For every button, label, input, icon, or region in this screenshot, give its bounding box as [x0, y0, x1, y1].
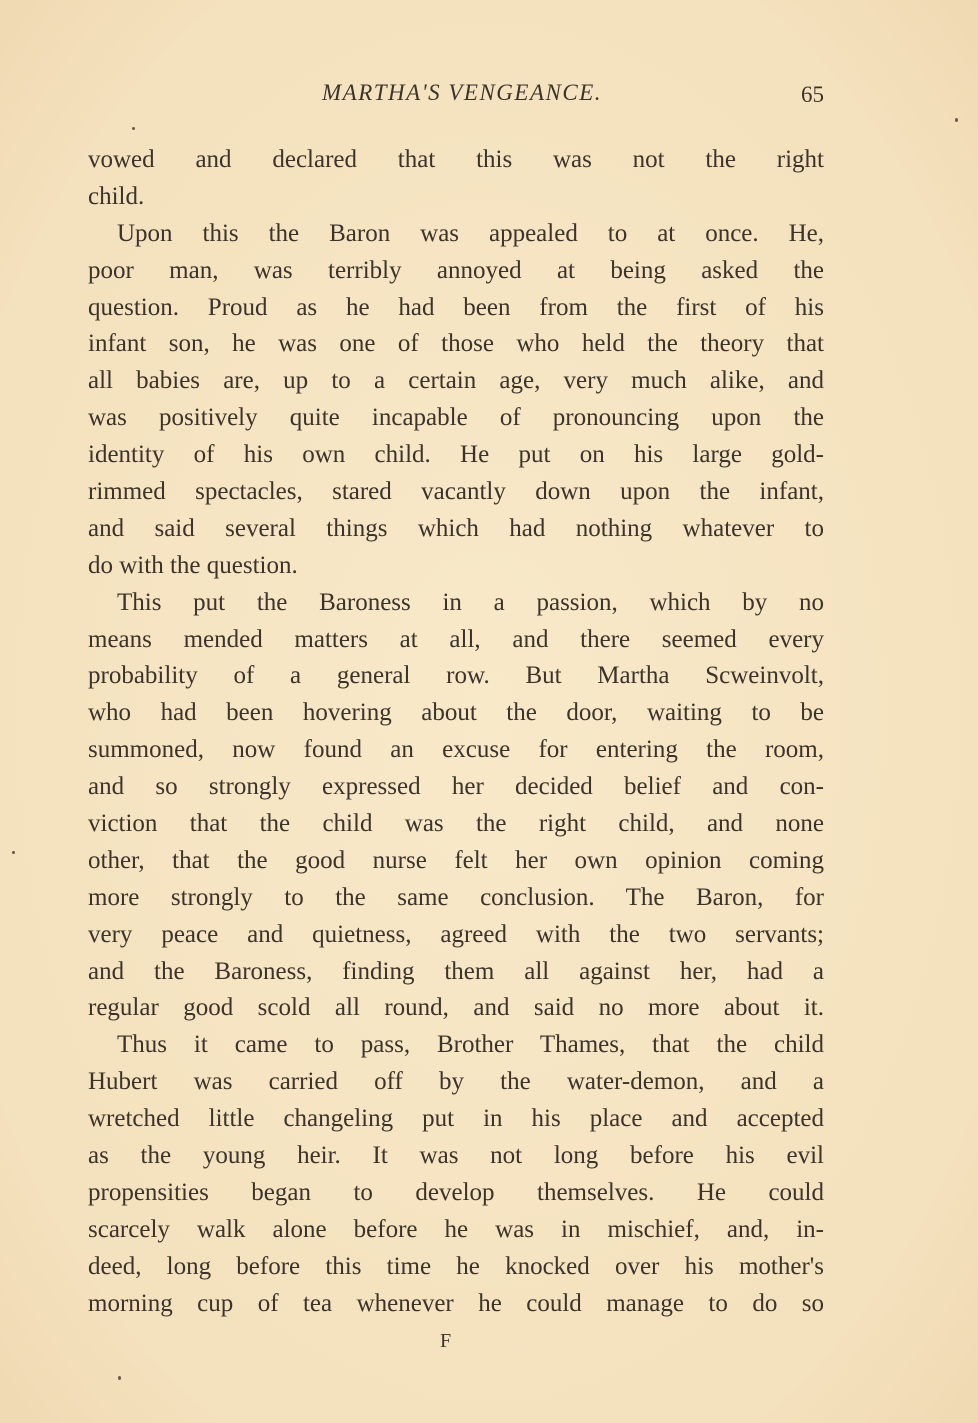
running-title: MARTHA'S VENGEANCE.: [321, 80, 602, 105]
text-line: deed, long before this time he knocked over his mother's: [88, 1252, 824, 1280]
text-line: This put the Baroness in a passion, which by no: [117, 588, 824, 616]
text-line: summoned, now found an excuse for entering the room,: [88, 736, 824, 764]
text-line: other, that the good nurse felt her own opinion coming: [88, 846, 824, 874]
running-header: [88, 80, 824, 114]
text-line: very peace and quietness, agreed with the two servants;: [88, 920, 824, 948]
text-line: Hubert was carried off by the water-demon, and a: [88, 1068, 824, 1096]
paragraph: [88, 1027, 824, 1322]
text-line: vowed and declared that this was not the right: [88, 146, 824, 173]
text-line: and said several things which had nothing whatever to: [88, 514, 824, 542]
scan-speck: [118, 1376, 121, 1380]
text-line: who had been hovering about the door, waiting to be: [88, 699, 824, 727]
text-line: regular good scold all round, and said no more about it.: [88, 994, 824, 1022]
paragraph: [88, 585, 824, 1028]
text-line: do with the question.: [88, 551, 298, 579]
paragraph: [88, 142, 824, 216]
text-line: more strongly to the same conclusion. The Baron, for: [88, 883, 824, 911]
text-line: scarcely walk alone before he was in mischief, and, in-: [88, 1215, 824, 1243]
scan-speck: [955, 118, 958, 122]
text-line: viction that the child was the right child, and none: [88, 810, 824, 838]
scan-speck: [132, 127, 135, 130]
scan-speck: [12, 851, 15, 854]
paragraph: [88, 216, 824, 585]
text-line: morning cup of tea whenever he could manage to do so: [88, 1289, 824, 1317]
text-line: and the Baroness, finding them all against her, had a: [88, 957, 824, 985]
text-line: infant son, he was one of those who held the theory that: [88, 330, 824, 358]
text-line: poor man, was terribly annoyed at being asked the: [88, 256, 824, 284]
text-line: means mended matters at all, and there seemed every: [88, 625, 824, 653]
text-line: identity of his own child. He put on his large gold-: [88, 441, 824, 469]
text-line: probability of a general row. But Martha Scweinvolt,: [88, 662, 824, 690]
text-line: all babies are, up to a certain age, very much alike, and: [88, 367, 824, 395]
body-text: [88, 142, 824, 1323]
text-line: child.: [88, 182, 145, 210]
text-line: was positively quite incapable of pronouncing upon the: [88, 404, 824, 432]
text-line: wretched little changeling put in his place and accepted: [88, 1105, 824, 1133]
signature-mark: F: [440, 1330, 452, 1352]
text-line: and so strongly expressed her decided belief and con-: [88, 773, 824, 801]
text-line: Thus it came to pass, Brother Thames, that the child: [117, 1031, 824, 1059]
text-line: as the young heir. It was not long before his evil: [88, 1142, 824, 1170]
text-line: Upon this the Baron was appealed to at once. He,: [117, 219, 824, 247]
text-line: rimmed spectacles, stared vacantly down upon the infant,: [88, 478, 824, 506]
page-number: 65: [801, 82, 824, 107]
text-line: question. Proud as he had been from the first of his: [88, 293, 824, 321]
text-line: propensities began to develop themselves. He could: [88, 1178, 824, 1206]
